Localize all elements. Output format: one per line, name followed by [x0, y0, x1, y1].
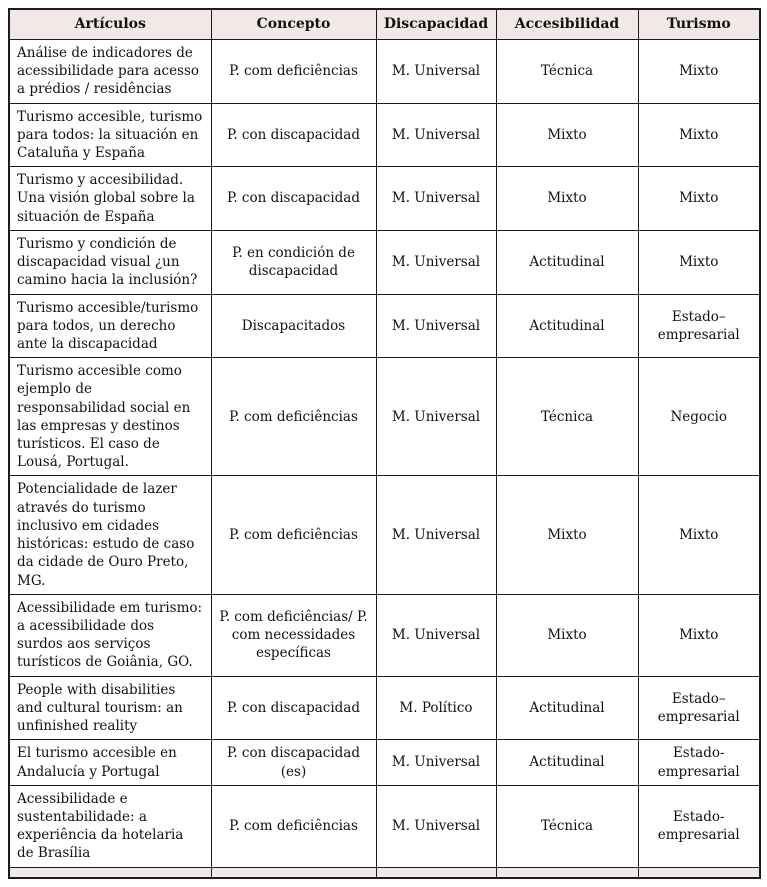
value-cell: M. Universal	[376, 39, 496, 103]
value-cell: Mixto	[638, 103, 760, 167]
article-title-cell: Potencialidade de lazer através do turismo inclusivo em cidades históricas: estudo de caso da cidade de Ouro Preto, MG.	[9, 476, 211, 594]
table-row	[9, 785, 760, 867]
article-title-cell: El turismo accesible en Andalucía y Portugal	[9, 740, 211, 785]
article-title-cell: Turismo accesible/turismo para todos, un derecho ante la discapacidad	[9, 294, 211, 358]
table-row	[9, 103, 760, 167]
value-cell: M. Universal	[376, 785, 496, 867]
value-cell: Mixto	[638, 476, 760, 594]
value-cell: Estado–empresarial	[638, 294, 760, 358]
column-header-3: Accesibilidad	[496, 9, 638, 39]
table-row	[9, 740, 760, 785]
column-header-0: Artículos	[9, 9, 211, 39]
value-cell: M. Universal	[376, 476, 496, 594]
table-row	[9, 676, 760, 740]
table-row	[9, 594, 760, 676]
value-cell: Estado–empresarial	[638, 676, 760, 740]
table-body	[9, 39, 760, 867]
value-cell: P. con discapacidad	[211, 103, 376, 167]
footer-strip-cell	[638, 867, 760, 878]
footer-strip-cell	[211, 867, 376, 878]
value-cell: Mixto	[638, 167, 760, 231]
footer-strip-cell	[9, 867, 211, 878]
value-cell: P. com deficiências	[211, 39, 376, 103]
value-cell: Actitudinal	[496, 676, 638, 740]
articles-table	[8, 8, 761, 879]
value-cell: M. Universal	[376, 230, 496, 294]
column-header-4: Turismo	[638, 9, 760, 39]
table-row	[9, 167, 760, 231]
header-row	[9, 9, 760, 39]
value-cell: P. con discapacidad (es)	[211, 740, 376, 785]
value-cell: Actitudinal	[496, 230, 638, 294]
value-cell: Técnica	[496, 358, 638, 476]
value-cell: Negocio	[638, 358, 760, 476]
value-cell: Mixto	[496, 167, 638, 231]
value-cell: Actitudinal	[496, 740, 638, 785]
value-cell: Estado-empresarial	[638, 740, 760, 785]
value-cell: M. Universal	[376, 358, 496, 476]
article-title-cell: Análise de indicadores de acessibilidade para acesso a prédios / residências	[9, 39, 211, 103]
value-cell: Actitudinal	[496, 294, 638, 358]
table-row	[9, 294, 760, 358]
value-cell: P. com deficiências	[211, 358, 376, 476]
value-cell: Discapacitados	[211, 294, 376, 358]
value-cell: M. Universal	[376, 167, 496, 231]
value-cell: M. Universal	[376, 594, 496, 676]
value-cell: M. Universal	[376, 294, 496, 358]
value-cell: Estado-empresarial	[638, 785, 760, 867]
article-title-cell: Turismo y condición de discapacidad visual ¿un camino hacia la inclusión?	[9, 230, 211, 294]
footer-strip-row	[9, 867, 760, 878]
table-row	[9, 39, 760, 103]
article-title-cell: Acessibilidade em turismo: a acessibilidade dos surdos aos serviços turísticos de Goiânia, GO.	[9, 594, 211, 676]
column-header-1: Concepto	[211, 9, 376, 39]
footer-strip-cell	[496, 867, 638, 878]
value-cell: M. Político	[376, 676, 496, 740]
column-header-2: Discapacidad	[376, 9, 496, 39]
table-row	[9, 358, 760, 476]
value-cell: Mixto	[496, 594, 638, 676]
value-cell: Mixto	[638, 39, 760, 103]
table-row	[9, 476, 760, 594]
value-cell: Mixto	[638, 594, 760, 676]
value-cell: Mixto	[638, 230, 760, 294]
value-cell: P. com deficiências/ P. com necessidades específicas	[211, 594, 376, 676]
value-cell: M. Universal	[376, 740, 496, 785]
article-title-cell: Acessibilidade e sustentabilidade: a experiência da hotelaria de Brasília	[9, 785, 211, 867]
value-cell: Mixto	[496, 103, 638, 167]
value-cell: P. en condición de discapacidad	[211, 230, 376, 294]
value-cell: P. con discapacidad	[211, 676, 376, 740]
article-title-cell: Turismo y accesibilidad. Una visión global sobre la situación de España	[9, 167, 211, 231]
value-cell: P. con discapacidad	[211, 167, 376, 231]
value-cell: Mixto	[496, 476, 638, 594]
article-title-cell: Turismo accesible, turismo para todos: la situación en Cataluña y España	[9, 103, 211, 167]
value-cell: Técnica	[496, 39, 638, 103]
article-title-cell: Turismo accesible como ejemplo de responsabilidad social en las empresas y destinos turísticos. El caso de Lousá, Portugal.	[9, 358, 211, 476]
value-cell: M. Universal	[376, 103, 496, 167]
table-row	[9, 230, 760, 294]
article-title-cell: People with disabilities and cultural tourism: an unfinished reality	[9, 676, 211, 740]
value-cell: P. com deficiências	[211, 476, 376, 594]
footer-strip-cell	[376, 867, 496, 878]
value-cell: Técnica	[496, 785, 638, 867]
value-cell: P. com deficiências	[211, 785, 376, 867]
